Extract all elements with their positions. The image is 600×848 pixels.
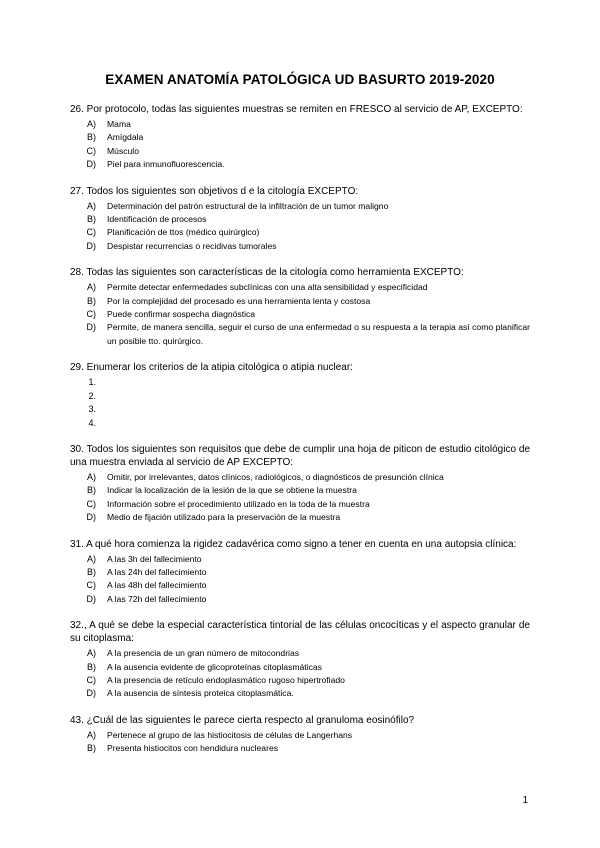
option-item — [70, 661, 530, 674]
option-label: C) — [86, 309, 96, 320]
option-label: A) — [87, 729, 96, 740]
option-text: Medio de fijación utilizado para la preservación de la muestra — [107, 512, 341, 523]
question-text: 32., A qué se debe la especial característica tintorial de las células oncocíticas y el aspecto granular de su citoplasma: — [70, 620, 530, 645]
page-number: 1 — [522, 795, 528, 806]
option-item — [70, 158, 530, 171]
option-item — [70, 321, 530, 348]
question-block — [70, 714, 530, 756]
option-text: A la ausencia de síntesis proteica citoplasmática. — [107, 688, 294, 699]
question-block — [70, 538, 530, 607]
option-label: 1. — [88, 377, 96, 388]
option-text: Permite detectar enfermedades subclínicas con una alta sensibilidad y especificidad — [107, 282, 428, 293]
option-item — [70, 471, 530, 484]
option-text: Por la complejidad del procesado es una herramienta lenta y costosa — [107, 295, 371, 306]
option-label: A) — [87, 282, 96, 293]
option-item — [70, 226, 530, 239]
option-item — [70, 200, 530, 213]
option-item — [70, 579, 530, 592]
option-item — [70, 145, 530, 158]
option-item — [70, 687, 530, 700]
question-block — [70, 619, 530, 701]
option-label: B) — [87, 295, 96, 306]
option-label: B) — [87, 485, 96, 496]
option-label: 2. — [88, 390, 96, 401]
option-text: A las 72h del fallecimiento — [107, 593, 207, 604]
option-item — [70, 118, 530, 131]
option-item — [70, 553, 530, 566]
option-list — [70, 281, 530, 348]
option-text: Músculo — [107, 145, 139, 156]
option-list — [70, 647, 530, 701]
option-item — [70, 511, 530, 524]
option-label: B) — [87, 214, 96, 225]
option-text: A la presencia de retículo endoplasmático rugoso hipertrofiado — [107, 674, 345, 685]
option-label: D) — [86, 688, 96, 699]
option-list — [70, 200, 530, 254]
question-text: 26. Por protocolo, todas las siguientes muestras se remiten en FRESCO al servicio de AP, EXCEPTO: — [70, 104, 523, 115]
option-text: Despistar recurrencias o recidivas tumorales — [107, 240, 277, 251]
question-text: 27. Todos los siguientes son objetivos d e la citología EXCEPTO: — [70, 185, 359, 197]
option-list — [70, 118, 530, 172]
question-block — [70, 443, 530, 525]
option-text: Determinación del patrón estructural de la infiltración de un tumor maligno — [107, 200, 389, 211]
option-label: B) — [87, 132, 96, 143]
option-text: A las 24h del fallecimiento — [107, 566, 207, 577]
option-text — [107, 403, 530, 416]
question-block — [70, 185, 530, 254]
question-block — [70, 361, 530, 430]
question-list — [70, 103, 530, 756]
option-item — [70, 674, 530, 687]
option-item — [70, 240, 530, 253]
option-item — [70, 593, 530, 606]
option-text: Permite, de manera sencilla, seguir el curso de una enfermedad o su respuesta a la terapia así como planificar un posible tto. quirúrgico. — [107, 322, 530, 346]
option-item — [70, 281, 530, 294]
option-item — [70, 403, 530, 416]
option-item — [70, 742, 530, 755]
option-label: C) — [86, 145, 96, 156]
option-item — [70, 647, 530, 660]
option-item — [70, 131, 530, 144]
option-label: D) — [86, 322, 96, 333]
option-text: Identificación de procesos — [107, 214, 207, 225]
option-label: 4. — [88, 417, 96, 428]
option-item — [70, 213, 530, 226]
option-label: D) — [86, 512, 96, 523]
option-text: Presenta histiocitos con hendidura nucleares — [107, 743, 279, 754]
option-text: Puede confirmar sospecha diagnóstica — [107, 309, 256, 320]
option-text: A las 48h del fallecimiento — [107, 580, 207, 591]
option-item — [70, 498, 530, 511]
option-text — [107, 417, 530, 430]
question-text: 43. ¿Cuál de las siguientes le parece cierta respecto al granuloma eosinófilo? — [70, 714, 415, 726]
option-text: Mama — [107, 119, 131, 129]
option-label: 3. — [88, 404, 96, 415]
option-label: A) — [87, 553, 96, 564]
option-label: C) — [86, 580, 96, 591]
option-text: Indicar la localización de la lesión de la que se obtiene la muestra — [107, 485, 357, 496]
option-text: Amígdala — [107, 132, 144, 143]
option-label: C) — [86, 498, 96, 509]
option-label: C) — [86, 227, 96, 238]
option-text: Información sobre el procedimiento utilizado en la toda de la muestra — [107, 498, 370, 509]
option-label: B) — [87, 661, 96, 672]
option-label: B) — [87, 566, 96, 577]
option-text — [107, 390, 530, 403]
option-list — [70, 471, 530, 525]
question-block — [70, 266, 530, 348]
option-label: B) — [87, 743, 96, 754]
question-text: 30. Todos los siguientes son requisitos que debe de cumplir una hoja de piticon de estudio citológico de una muestra enviada al servicio de AP EXCEPTO: — [70, 443, 530, 468]
option-item — [70, 308, 530, 321]
question-block — [70, 103, 530, 172]
question-text: 28. Todas las siguientes son características de la citología como herramienta EXCEPTO: — [70, 267, 464, 279]
option-item — [70, 390, 530, 403]
option-label: A) — [87, 471, 96, 482]
option-item — [70, 566, 530, 579]
option-label: A) — [87, 200, 96, 211]
option-item — [70, 729, 530, 742]
option-label: A) — [87, 119, 96, 129]
option-list — [70, 729, 530, 756]
option-text: A las 3h del fallecimiento — [107, 553, 202, 564]
option-text: Omitir, por irrelevantes, datos clínicos, radiológicos, o diagnósticos de presunción clínica — [107, 471, 444, 482]
option-label: D) — [86, 593, 96, 604]
option-label: D) — [86, 240, 96, 251]
question-text: 29. Enumerar los criterios de la atipia citológica o atipia nuclear: — [70, 362, 353, 374]
option-text: Pertenece al grupo de las histiocitosis de células de Langerhans — [107, 729, 353, 740]
option-list — [70, 553, 530, 607]
option-label: D) — [86, 159, 96, 170]
option-item — [70, 484, 530, 497]
question-text: 31. A qué hora comienza la rigidez cadavérica como signo a tener en cuenta en una autopsia clínica: — [70, 538, 517, 550]
option-text: Planificación de ttos (médico quirúrgico) — [107, 227, 260, 238]
option-text — [107, 376, 530, 389]
option-text: A la ausencia evidente de glicoproteínas citoplasmáticas — [107, 661, 322, 672]
option-item — [70, 295, 530, 308]
option-text: Piel para inmunofluorescencia. — [107, 159, 225, 170]
option-label: C) — [86, 674, 96, 685]
option-label: A) — [87, 648, 96, 659]
option-list — [70, 376, 530, 430]
option-item — [70, 376, 530, 389]
exam-title: EXAMEN ANATOMÍA PATOLÓGICA UD BASURTO 2019-2020 — [105, 72, 495, 87]
option-text: A la presencia de un gran número de mitocondrias — [107, 648, 300, 659]
option-item — [70, 417, 530, 430]
